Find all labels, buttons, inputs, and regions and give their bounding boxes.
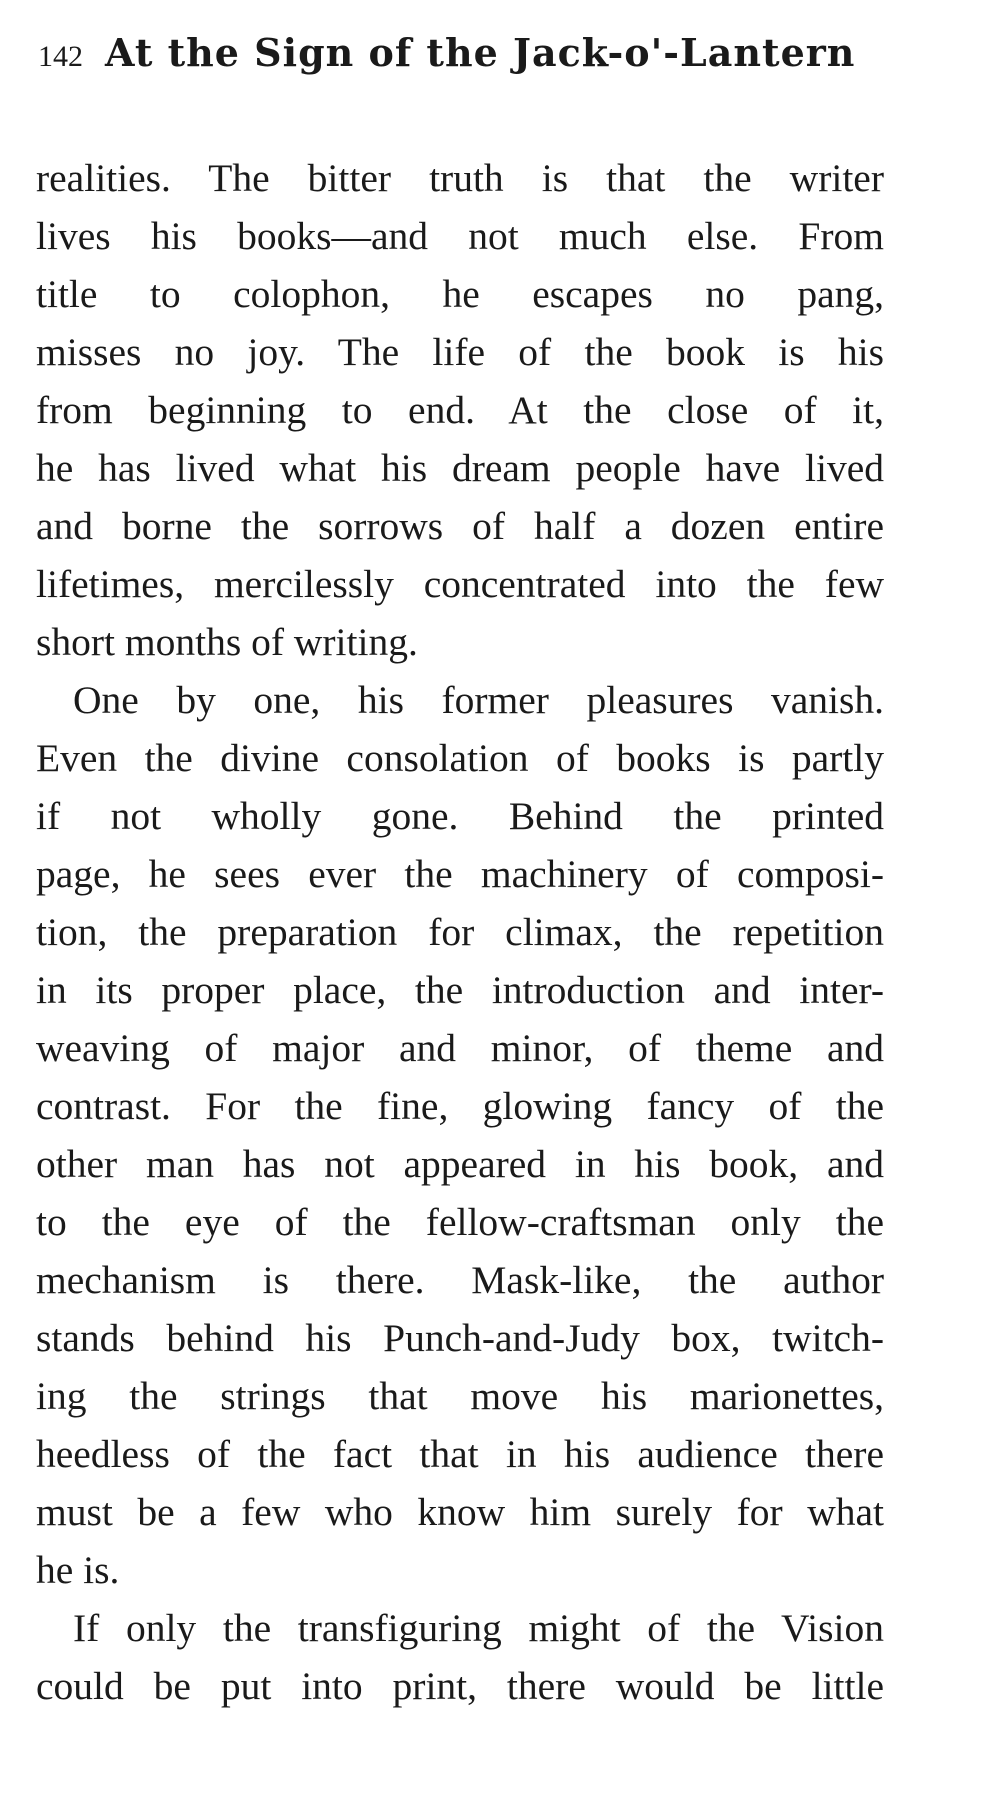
text-line: could be put into print, there would be little xyxy=(36,1664,884,1708)
paragraph-1 xyxy=(36,149,884,671)
running-head xyxy=(38,30,898,90)
text-line: in its proper place, the introduction and inter- xyxy=(36,968,884,1012)
text-line: other man has not appeared in his book, and xyxy=(36,1142,884,1186)
text-line: One by one, his former pleasures vanish. xyxy=(73,678,884,722)
text-line: title to colophon, he escapes no pang, xyxy=(36,272,884,316)
text-line: tion, the preparation for climax, the repetition xyxy=(36,910,884,954)
text-line: If only the transfiguring might of the Vision xyxy=(73,1606,884,1650)
body-text xyxy=(36,149,884,1715)
text-line: short months of writing. xyxy=(36,620,418,664)
text-line: to the eye of the fellow-craftsman only the xyxy=(36,1200,884,1244)
page-number: 142 xyxy=(38,40,83,73)
text-line: page, he sees ever the machinery of composi- xyxy=(36,852,884,896)
text-line: contrast. For the fine, glowing fancy of the xyxy=(36,1084,884,1128)
text-line: if not wholly gone. Behind the printed xyxy=(36,794,884,838)
text-line: from beginning to end. At the close of it, xyxy=(36,388,884,432)
text-line: mechanism is there. Mask-like, the author xyxy=(36,1258,884,1302)
running-title: At the Sign of the Jack-o'-Lantern xyxy=(105,30,856,75)
text-line: ing the strings that move his marionettes, xyxy=(36,1374,884,1418)
text-line: lifetimes, mercilessly concentrated into the few xyxy=(36,562,884,606)
text-line: heedless of the fact that in his audience there xyxy=(36,1432,884,1476)
text-line: stands behind his Punch-and-Judy box, twitch- xyxy=(36,1316,884,1360)
paragraph-2 xyxy=(36,671,884,1599)
text-line: misses no joy. The life of the book is his xyxy=(36,330,884,374)
text-line: must be a few who know him surely for what xyxy=(36,1490,884,1534)
text-line: lives his books—and not much else. From xyxy=(36,214,884,258)
text-line: Even the divine consolation of books is partly xyxy=(36,736,884,780)
paragraph-3 xyxy=(36,1599,884,1715)
text-line: weaving of major and minor, of theme and xyxy=(36,1026,884,1070)
text-line: he has lived what his dream people have lived xyxy=(36,446,884,490)
text-line: and borne the sorrows of half a dozen entire xyxy=(36,504,884,548)
text-line: realities. The bitter truth is that the writer xyxy=(36,156,884,200)
text-line: he is. xyxy=(36,1548,120,1592)
